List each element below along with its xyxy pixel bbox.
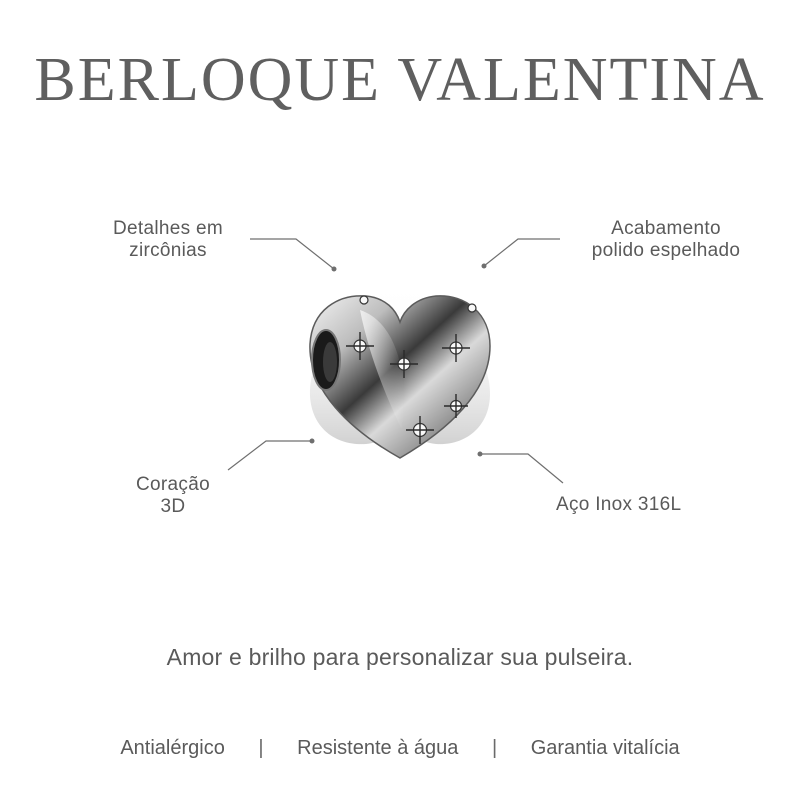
callout-coracao-line-2: 3D <box>160 496 186 517</box>
page-title: BERLOQUE VALENTINA <box>34 46 766 114</box>
heart-charm-image <box>290 280 510 640</box>
leader-dot-zirconias <box>332 267 337 272</box>
leader-dot-polido <box>482 264 487 269</box>
feature-list <box>0 737 800 760</box>
feature-garantia: Garantia vitalícia <box>530 737 680 759</box>
callout-coracao-line-1: Coração <box>136 474 210 495</box>
callout-polido-line-2: polido espelhado <box>591 240 741 261</box>
callout-aco-line-1: Aço Inox 316L <box>556 494 682 515</box>
feature-separator: | <box>258 737 264 759</box>
callout-zirconias-line-1: Detalhes em <box>113 218 223 239</box>
leader-line-polido <box>484 239 560 266</box>
tagline: Amor e brilho para personalizar sua pulseira. <box>166 644 634 670</box>
leader-line-zirconias <box>250 239 334 269</box>
feature-resistente-agua: Resistente à água <box>297 737 459 759</box>
feature-antialergico: Antialérgico <box>120 737 225 759</box>
callout-zirconias-line-2: zircônias <box>129 240 207 261</box>
feature-separator: | <box>491 737 498 759</box>
callout-polido-line-1: Acabamento <box>611 218 721 239</box>
